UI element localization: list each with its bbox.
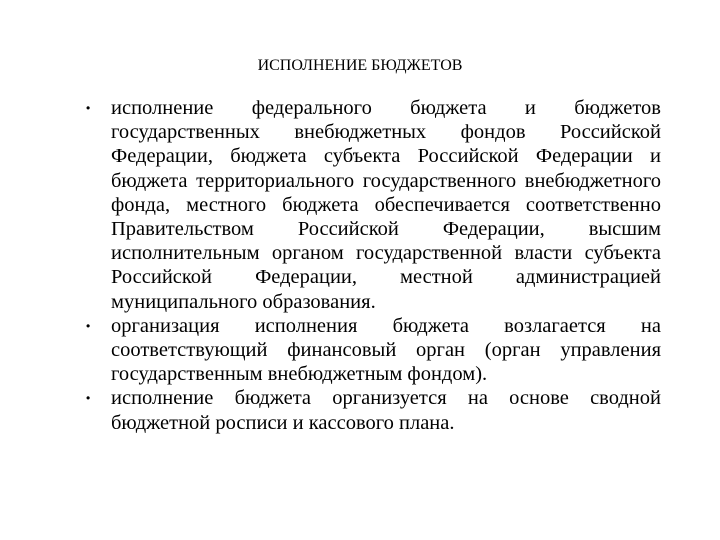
bullet-item xyxy=(86,314,661,387)
bullet-dot-icon: • xyxy=(86,318,91,333)
slide-title: ИСПОЛНЕНИЕ БЮДЖЕТОВ xyxy=(257,57,463,74)
bullet-dot-icon: • xyxy=(86,101,91,115)
bullet-text: исполнение бюджета организуется на основе сводной бюджетной росписи и кассового плана. xyxy=(111,387,661,434)
bullet-list xyxy=(86,96,661,435)
bullet-dot-icon: • xyxy=(86,391,91,406)
bullet-text: организация исполнения бюджета возлагается на соответствующий финансовый орган (орган управления государственным внебюджетным фондом). xyxy=(111,314,661,386)
bullet-item xyxy=(86,386,661,434)
bullet-item xyxy=(86,96,661,314)
bullet-text: исполнение федерального бюджета и бюджетов государственных внебюджетных фондов Российской Федерации, бюджета субъекта Российской Федерации и бюджета территориального государственного внебюджетного фонда, местного бюджета обеспечивается соответственно Правительством Российской Федерации, высшим исполнительным органом государственной власти субъекта Российской Федерации, местной администрацией муниципального образования. xyxy=(111,97,661,313)
